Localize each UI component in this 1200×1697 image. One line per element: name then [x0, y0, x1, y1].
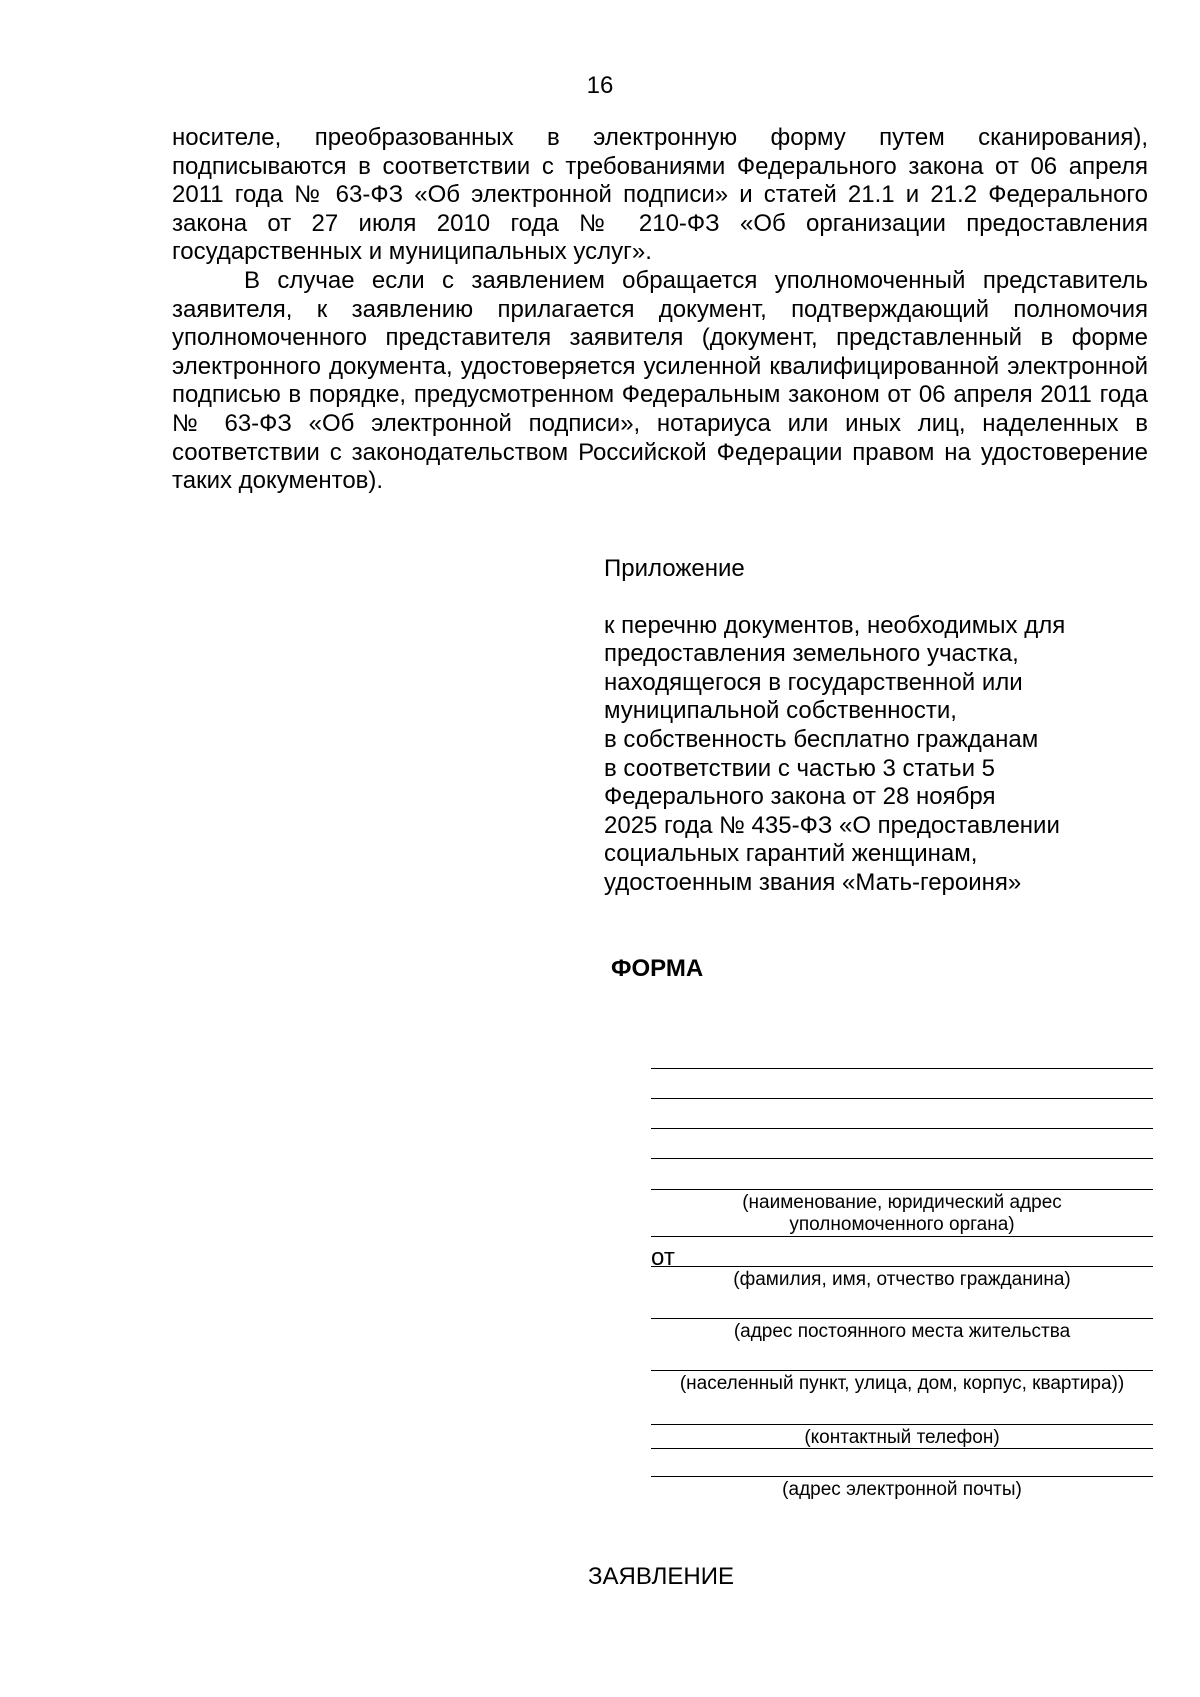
appendix-line: 2025 года № 435-ФЗ «О предоставлении [604, 811, 1060, 839]
phone-caption: (контактный телефон) [804, 1427, 1000, 1448]
email-line [651, 1476, 1153, 1477]
appendix-line: в соответствии с частью 3 статьи 5 [604, 754, 995, 782]
appendix-block [604, 555, 1164, 898]
authority-caption-line [651, 1236, 1153, 1237]
phone-line [651, 1424, 1153, 1425]
appendix-line: муниципальной собственности, [604, 697, 957, 725]
authority-caption-1: (наименование, юридический адрес [742, 1192, 1062, 1213]
appendix-line: Федерального закона от 28 ноября [604, 783, 996, 811]
authority-line-2 [651, 1098, 1153, 1099]
appendix-title: Приложение [604, 555, 745, 582]
phone-caption-line [651, 1448, 1153, 1449]
page-number: 16 [586, 72, 614, 99]
address-detail-line [651, 1370, 1153, 1371]
address-caption: (адрес постоянного места жительства [733, 1321, 1071, 1342]
authority-caption-2: уполномоченного органа) [789, 1214, 1015, 1235]
name-caption: (фамилия, имя, отчество гражданина) [733, 1269, 1071, 1290]
appendix-line: находящегося в государственной или [604, 668, 1023, 696]
appendix-line: в собственность бесплатно гражданам [604, 725, 1039, 753]
appendix-line: к перечню документов, необходимых для [604, 611, 1066, 639]
body-text [172, 124, 1148, 496]
authority-line-3 [651, 1128, 1153, 1129]
paragraph-1: носителе, преобразованных в электронную форму путем сканирования), подписываются в соответствии с требованиями Федерального закона от 06 апреля 2011 года № 63-ФЗ «Об электронной подписи» и статей 21.1 и 21.2 Федерального закона от 27 июля 2010 года № 210-ФЗ «Об организации предоставления государственных и муниципальных услуг». [172, 124, 1148, 266]
address-line [651, 1318, 1153, 1319]
form-heading: ФОРМА [611, 955, 704, 982]
appendix-text [604, 612, 1164, 898]
appendix-line: удостоенным звания «Мать-героиня» [604, 868, 1022, 896]
statement-title: ЗАЯВЛЕНИЕ [588, 1563, 734, 1590]
authority-line-5 [651, 1189, 1153, 1190]
authority-line-1 [651, 1068, 1153, 1069]
email-caption: (адрес электронной почты) [782, 1479, 1022, 1500]
address-detail-caption: (населенный пункт, улица, дом, корпус, квартира)) [679, 1373, 1125, 1394]
appendix-line: социальных гарантий женщинам, [604, 840, 978, 868]
name-line [651, 1266, 1153, 1267]
authority-line-4 [651, 1158, 1153, 1159]
appendix-line: предоставления земельного участка, [604, 640, 1019, 668]
from-label: от [651, 1244, 675, 1271]
paragraph-2: В случае если с заявлением обращается уполномоченный представитель заявителя, к заявлению прилагается документ, подтверждающий полномочия уполномоченного представителя заявителя (документ, представленный в форме электронного документа, удостоверяется усиленной квалифицированной электронной подписью в порядке, предусмотренном Федеральным законом от 06 апреля 2011 года № 63-ФЗ «Об электронной подписи», нотариуса или иных лиц, наделенных в соответствии с законодательством Российской Федерации правом на удостоверение таких документов). [172, 266, 1148, 495]
